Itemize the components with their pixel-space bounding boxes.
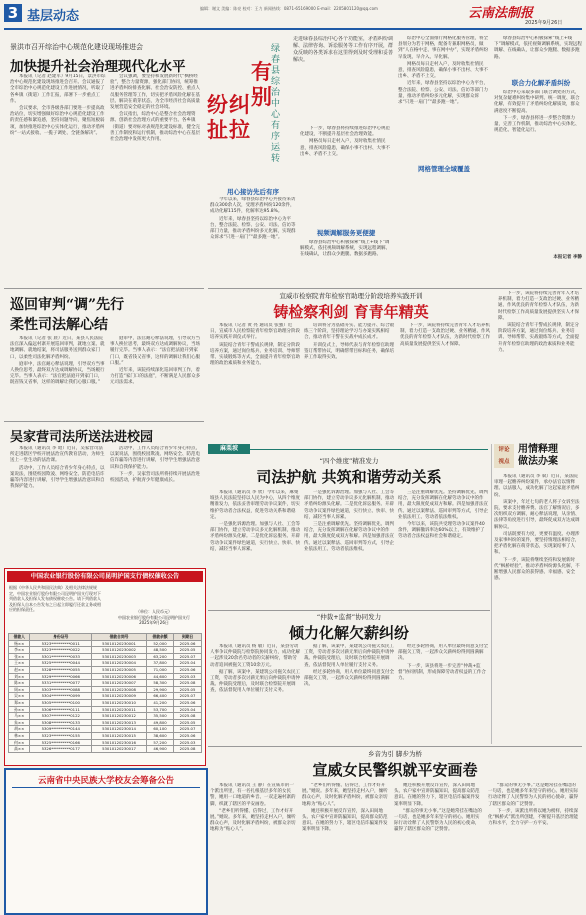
divider [4, 421, 204, 422]
table-cell: 2025.04 [174, 706, 202, 713]
table-cell: 60,100 [146, 726, 173, 733]
table-cell: 2025.07 [174, 726, 202, 733]
paragraph: 绿春县综治中心积极探索“线上+线下”调解模式，依托视频调解系统，实现远程调解、在线确认，让群众少跑腿、数据多跑路。 [494, 36, 582, 60]
feature-subhead: 网格管理全域覆盖 [418, 165, 470, 173]
table-cell: 5305**********0100 [30, 699, 92, 706]
table-row [9, 713, 202, 720]
table-cell: 58,300 [146, 680, 173, 687]
commentary-title-line: 做法办案 [518, 456, 558, 467]
table-cell: 2025.06 [174, 732, 202, 739]
table-cell: 5329**********0066 [30, 673, 92, 680]
table-cell: 胡×× [9, 726, 30, 733]
paragraph: 下一步，绿春县将进一步整合资源力量，完善工作机制，推动综治中心实体化、规范化、智能化运行。 [494, 115, 580, 134]
banner-subtitle: 绿春县综治中心有序运转 [271, 44, 281, 164]
table-cell: 5328**********0055 [30, 666, 92, 673]
table-cell: 2025.07 [174, 653, 202, 660]
article-kicker: 景洪市召开综治中心规范化建设现场推进会 [10, 43, 143, 51]
feature-column [300, 240, 392, 285]
article-body [210, 323, 300, 439]
notice-title: 中国农业银行股份有限公司昆明护国支行债权催收公告 [7, 571, 203, 582]
article-body [304, 644, 394, 742]
paragraph: 开训仪式上，导师代表与青年检察官助理签订帮带协议，明确帮带目标和任务，确保培养工作取得实效。 [304, 342, 394, 361]
table-row [9, 647, 202, 654]
table-cell: 5331**********0077 [30, 680, 92, 687]
table-cell: 53010120230011 [92, 706, 147, 713]
table-cell: 53010120230015 [92, 732, 147, 739]
feature-column [494, 90, 582, 255]
table-cell: 29,900 [146, 686, 173, 693]
table-cell: 2025.06 [174, 699, 202, 706]
article-body [210, 490, 300, 606]
table-cell: 53010120230004 [92, 660, 147, 667]
side-banner [207, 34, 291, 184]
article-jinghong [4, 34, 204, 286]
paragraph: 今年以来，该院共受理劳动争议案件40余件，调解撤诉率达60%以上，有效维护了劳动者合法权益和社会和谐稳定。 [398, 522, 485, 540]
article-body [304, 490, 394, 606]
article-title: 柔性司法解心结 [10, 317, 108, 333]
notice-intro: 根据《中华人民共和国民法典》及相关法律法规规定，中国农业银行股份有限公司昆明护国支行现对下列借款人及担保人发布债权催收公告。请下列借款人及担保人自本公告发布之日起立即履行还款义务或相应的担保责任。 [9, 585, 101, 612]
table-cell: 53010120230006 [92, 673, 147, 680]
commentary [494, 444, 582, 744]
article-wage-arrears [208, 612, 490, 744]
paragraph: “老乡们听得懂、信得过，工作才好开展。”她说。多年来，她坚持走村入户，倾听群众心声，及时化解矛盾纠纷，被群众亲切地称为“贴心人”。 [210, 808, 296, 833]
article-title: 巡回审判“调”先行 [10, 297, 125, 313]
table-cell: 5307**********0122 [30, 713, 92, 720]
table-row [9, 693, 202, 700]
table-cell: 2025.04 [174, 660, 202, 667]
paragraph: 庭审中，法官耐心释法说理，引导双方当事人换位思考，最终双方达成调解协议，当场履行完毕。当事人表示：“法官把法庭开到家门口，既省钱又省事，这样的调解让我们心服口服。” [10, 361, 105, 386]
article-kicker: 乡音为引 脚步为桥 [367, 750, 423, 758]
table-row [9, 640, 202, 647]
notice-table [8, 633, 202, 753]
paragraph: 绿春县综治中心积极探索“线上+线下”调解模式，依托视频调解系统，实现远程调解、在线确认，让群众少跑腿、数据多跑路。 [300, 240, 390, 258]
table-cell: 53010120230003 [92, 653, 147, 660]
table-cell: 53010120230002 [92, 647, 147, 654]
feature-column [300, 126, 392, 226]
article-body [302, 783, 390, 909]
paragraph: 经过多轮协商，用人单位最终同意支付全部拖欠工资，一起涉众欠薪纠纷得到圆满解决。 [398, 644, 488, 662]
table-cell: 王×× [9, 660, 30, 667]
table-cell: 孙×× [9, 706, 30, 713]
article-prosecutors [208, 291, 582, 441]
table-row [9, 739, 202, 746]
paragraph: 培训将分为基础夯实、能力提升、综合锻炼三个阶段，坚持理论学习与办案实践相结合，推动青年干警在实战中成长成才。 [304, 323, 394, 341]
table-cell: 53010120230013 [92, 719, 147, 726]
article-body [488, 783, 580, 909]
paragraph: 一是强化诉源治理。加强与人社、工会等部门协作，建立劳动争议多元化解机制，推动矛盾纠纷源头化解。二是优化诉讼服务。开辟劳动争议案件绿色通道，实行快立、快审、快结，减轻当事人诉累。 [304, 490, 394, 520]
feature-subhead: 用心接访先后有序 [227, 188, 279, 196]
table-cell: 53010120230001 [92, 640, 147, 647]
article-body [398, 490, 488, 606]
article-body [110, 336, 202, 418]
paragraph: 本报讯（记者 张 晨）近日，某县人民法院法官深入偏远村寨开展巡回审判，就地立案、就地调解、就地结案，将司法服务送到群众家门口，以柔性司法化解矛盾纠纷。 [10, 336, 105, 360]
paragraph: 据了解，该案中，某建筑公司拖欠农民工工资，劳动者多次讨薪无果后向仲裁院申请仲裁。仲裁院受理后，及时联合检察院开展调查，依法督促用人单位履行支付义务。 [304, 644, 394, 668]
article-title: 铸检察利剑 育青年精英 [273, 303, 429, 321]
article-body [400, 323, 492, 439]
paragraph: 该院结合青年干警成长规律，制定分阶段培养方案，通过岗位练兵、业务培训、导师帮带、实战锻炼等方式，全面提升青年检察官助理的政治素质和业务能力。 [498, 323, 579, 353]
feature-intro: 走进绿春县综治中心各个功能室，矛盾纠纷调解、法律咨询、诉讼服务等工作有序开展，群众反映的各类诉求在这里得到及时受理和妥善解决。 [293, 36, 393, 63]
table-cell: 41,200 [146, 699, 173, 706]
table-cell: 马×× [9, 713, 30, 720]
article-circuit-trial [4, 292, 204, 420]
table-row [9, 726, 202, 733]
article-body [10, 74, 106, 286]
page-header [0, 0, 586, 28]
table-cell: 48,500 [146, 647, 173, 654]
paragraph: 经过多轮协商，用人单位最终同意支付全部拖欠工资，一起涉众欠薪纠纷得到圆满解决。 [304, 669, 394, 688]
article-kicker: “仲裁+监督”协同发力 [316, 613, 382, 621]
table-cell: 71,000 [146, 666, 173, 673]
paragraph: 一是强化诉源治理。加强与人社、工会等部门协作，建立劳动争议多元化解机制，推动矛盾纠纷源头化解。二是优化诉讼服务。开辟劳动争议案件绿色通道，实行快立、快审、快结，减轻当事人诉累。 [210, 522, 300, 552]
table-cell: 何×× [9, 739, 30, 746]
commentary-body [494, 474, 582, 742]
table-row [9, 732, 202, 739]
table-cell: 2025.08 [174, 680, 202, 687]
table-cell: 李×× [9, 647, 30, 654]
paragraph: 下一步，吴家营司法所将持续开展法治进校园活动，护航青少年健康成长。 [110, 471, 200, 484]
table-cell: 2025.05 [174, 719, 202, 726]
notice-date: 2025年9月26日 [139, 620, 169, 625]
paragraph: 司法既要有力度，更要有温度。办理涉及家事纠纷的案件，要坚持情理法相结合，把矛盾化解在萌芽状态，实现案结事了人和。 [494, 531, 580, 556]
feature-subhead: 联合力化解矛盾纠纷 [511, 79, 571, 87]
masthead: 云南法制报 [468, 6, 534, 21]
feature-column [494, 36, 582, 76]
article-body [394, 783, 482, 909]
table-row [9, 660, 202, 667]
paragraph: 会议要求，全市各级各部门要进一步提高政治站位，切实增强做好综治中心规范化建设工作的责任感和紧迫感，坚持问题导向，聚焦短板弱项，加快推进综治中心实体化运行，推动矛盾纠纷“一站式接收、一揽子调处、全链条解决”。 [10, 106, 105, 136]
paragraph: 据了解，该案中，某建筑公司拖欠农民工工资，劳动者多次讨薪无果后向仲裁院申请仲裁。仲裁院受理后，及时联合检察院开展调查，依法督促用人单位履行支付义务。 [210, 669, 300, 694]
table-header-cell: 身份证号 [30, 634, 92, 641]
table-cell: 5323**********0022 [30, 647, 92, 654]
table-cell: 2025.05 [174, 686, 202, 693]
table-row [9, 746, 202, 753]
table-cell: 2025.08 [174, 746, 202, 753]
paragraph: 下一步，绿春县将持续推进综治中心规范化建设，不断提升基层社会治理效能。 [300, 126, 390, 138]
table-cell: 53010120230005 [92, 666, 147, 673]
paragraph: 本报讯（通讯员 杨 敏）近日，某县劳动人事争议仲裁院与检察院协同发力，成功化解一起涉及20余名劳动者的欠薪纠纷，帮助劳动者追回被拖欠工资10余万元。 [210, 644, 300, 668]
table-cell: 杨×× [9, 640, 30, 647]
paragraph: 综治中心全面推行网格化服务管理，将全县划分为若干网格，配备专兼职网格员，做到“人在格中走、事在网中办”，实现矛盾纠纷早发现、早介入、早化解。 [398, 36, 489, 60]
paragraph: 网格员每日走村入户，及时收集社情民意，排查风险隐患，确保小事不出村、大事不出乡、矛盾不上交。 [300, 139, 390, 157]
table-cell: 5301**********0033 [30, 653, 92, 660]
alumni-notice-rule [12, 787, 200, 788]
table-cell: 周×× [9, 686, 30, 693]
paragraph: “群众的事无小事。”这是她常挂在嘴边的一句话，也是她多年来坚守的初心。她用实际行动诠释了人民警察为人民的初心使命，赢得了辖区群众的广泛赞誉。 [488, 783, 578, 807]
table-header-cell: 借款合同号 [92, 634, 147, 641]
table-cell: 林×× [9, 732, 30, 739]
table-cell: 2025.06 [174, 640, 202, 647]
paragraph: 该案中，年过七旬的老人将子女诉至法院，要求支付赡养费。法官了解情况后，多次组织双方调解，耐心释法说理，从亲情、法律等角度进行引导，最终促成双方达成调解协议。 [494, 499, 580, 530]
article-body [110, 74, 202, 286]
table-cell: 2025.03 [174, 739, 202, 746]
table-cell: 2025.03 [174, 673, 202, 680]
divider [208, 746, 582, 747]
commentary-label-2: 视点 [498, 459, 510, 465]
table-cell: 吴×× [9, 693, 30, 700]
article-body [210, 783, 298, 909]
header-meta: 编辑：谢文 美编：陈亮 校对：王力 新闻热线：0871-65169000 E-mail：2205801120@qq.com [200, 6, 378, 11]
article-wujiaying [4, 424, 204, 566]
article-kicker: “四个维度”精准发力 [319, 457, 379, 465]
paragraph: 近年来，该院持续深化巡回审判工作，着力打造“家门口的法庭”，不断满足人民群众多元司法需求。 [110, 368, 201, 386]
paragraph: 该院结合青年干警成长规律，制定分阶段培养方案，通过岗位练兵、业务培训、导师帮带、实战锻炼等方式，全面提升青年检察官助理的政治素质和业务能力。 [210, 342, 300, 367]
commentary-label [494, 444, 514, 468]
table-cell: 张×× [9, 653, 30, 660]
divider [4, 288, 204, 289]
paragraph: 下一步，该派出所将以她为榜样，持续深化“枫桥式”派出所创建，不断提升基层治理能力和水平，全力守护一方平安。 [488, 808, 579, 827]
notice-signer: 中国农业银行股份有限公司昆明护国支行 [118, 614, 190, 620]
commentary-label-1: 评论 [498, 447, 510, 453]
column-rule [491, 444, 492, 744]
table-cell: 2025.08 [174, 713, 202, 720]
table-cell: 63,200 [146, 653, 173, 660]
paragraph: 本报讯（通讯员 李 欣）今年以来，麻栗坡县人民法院坚持以人民为中心，从四个维度精准发力，依法妥善审理劳动争议案件，切实维护劳动者合法权益，促进劳动关系和谐稳定。 [210, 490, 300, 520]
article-body [498, 291, 582, 439]
article-title: 宣威女民警织就平安画卷 [312, 761, 478, 779]
section-title: 基层动态 [27, 9, 80, 24]
table-cell: 53010120230007 [92, 680, 147, 687]
table-row [9, 666, 202, 673]
table-cell: 53010120230009 [92, 693, 147, 700]
table-cell: 赵×× [9, 666, 30, 673]
paragraph: 本报讯（通讯员 王 静）在宣威市的一个派出所里，有一名扎根基层多年的女民警，她用一口地道的乡音、一双走遍村寨的脚，织就了辖区的平安画卷。 [210, 783, 296, 807]
commentary-title-line: 用情释理 [518, 444, 558, 455]
article-title: 倾力化解欠薪纠纷 [288, 624, 409, 642]
table-cell: 5304**********0099 [30, 693, 92, 700]
banner-word: 有别 [251, 59, 272, 109]
table-header-cell: 到期日 [174, 634, 202, 641]
table-cell: 35,500 [146, 713, 173, 720]
paragraph: 三是注重调解优先。坚持调解优先、调判结合，充分发挥调解在化解劳动争议中的作用，最大限度促成双方和解。四是加强普法宣传。通过以案释法、巡回审判等方式，引导企业依法用工、劳动者依法维权。 [398, 490, 488, 520]
table-cell: 5306**********0111 [30, 706, 92, 713]
divider [208, 288, 582, 289]
table-cell: 陈×× [9, 680, 30, 687]
article-body [110, 446, 202, 564]
paragraph: 近年来，绿春县坚持以综治中心为平台，整合法院、检察、公安、司法、信访等部门力量，推动矛盾纠纷多元化解，实现群众诉求“只进一扇门”“最多跑一地”。 [398, 81, 488, 106]
paragraph: 近年来，绿春县坚持以综治中心为平台，整合法院、检察、公安、司法、信访等部门力量，推动矛盾纠纷多元化解，实现群众诉求“只进一扇门”“最多跑一地”。 [210, 216, 296, 241]
paragraph: 下一步，该院将持续完善青年人才培养机制，着力打造一支政治过硬、业务精通、作风优良的青年检察人才队伍，为新时代检察工作高质量发展提供坚实人才保障。 [400, 323, 490, 347]
table-cell: 刘×× [9, 673, 30, 680]
banner-word: 纷扯 [207, 92, 228, 142]
table-cell: 53010120230014 [92, 726, 147, 733]
article-body [398, 644, 488, 742]
article-body [210, 644, 300, 742]
paragraph: 她还积极开展反诈宣传，深入田间地头、农户家中宣讲防骗知识，提高群众防范意识。在她的努力下，辖区电信诈骗案件发案率明显下降。 [394, 783, 480, 807]
table-cell: 5309**********0144 [30, 726, 92, 733]
paragraph: 下一步，该院将持续完善青年人才培养机制，着力打造一支政治过硬、业务精通、作风优良的青年检察人才队伍，为新时代检察工作高质量发展提供坚实人才保障。 [498, 291, 579, 321]
table-cell: 53010120230017 [92, 746, 147, 753]
section-flag-rule [250, 449, 488, 450]
table-cell: 5325**********0044 [30, 660, 92, 667]
article-body [10, 336, 106, 418]
feature-column [398, 36, 490, 260]
table-cell: 57,200 [146, 739, 173, 746]
table-cell: 53010120230012 [92, 713, 147, 720]
alumni-notice [4, 768, 208, 915]
table-cell: 44,600 [146, 673, 173, 680]
article-labor [208, 456, 490, 608]
paragraph: 下一步，该院将继续坚持和发展新时代“枫桥经验”，推动矛盾纠纷源头化解，不断增强人民群众的获得感、幸福感、安全感。 [494, 557, 580, 582]
notice-table-wrap [8, 633, 202, 753]
article-title: 吴家营司法所送法进校园 [10, 430, 154, 445]
paragraph: 本报讯（通讯员 李 斌）近日，某法院审理一起赡养纠纷案件，承办法官以情释理、以法服人，成功化解了这起家庭矛盾纠纷。 [494, 474, 580, 498]
table-cell: 53010120230008 [92, 686, 147, 693]
paragraph: 今年以来，绿春县综治中心共接待来访群众300余人次，受理矛盾纠纷120余件，成功化解115件，化解率达95.8%。 [210, 197, 296, 215]
paragraph: “群众的事无小事。”这是她常挂在嘴边的一句话，也是她多年来坚守的初心。她用实际行动诠释了人民警察为人民的初心使命，赢得了辖区群众的广泛赞誉。 [394, 808, 482, 833]
notice-unit: （单位：人民币元） [136, 609, 172, 614]
table-cell: 53,700 [146, 706, 173, 713]
table-cell: 53010120230010 [92, 699, 147, 706]
table-cell: 5326**********0177 [30, 746, 92, 753]
paragraph: 活动中，工作人员结合青少年身心特点，以案说法，围绕校园欺凌、网络安全、防范电信诈骗等内容进行讲解，引导学生增强法治意识和自我保护能力。 [10, 465, 105, 490]
feature-subhead: 视频调解服务更便捷 [316, 229, 376, 237]
table-cell: 37,800 [146, 660, 173, 667]
article-body [304, 323, 396, 439]
table-cell: 2025.07 [174, 693, 202, 700]
table-cell: 2025.05 [174, 647, 202, 654]
paragraph: 会议指出，综治中心是整合社会治理资源、创新社会治理方式的重要平台。各乡镇（街道）要对标对表规范化建设标准，健全完善工作制度和运行机制，推动综治中心在基层社会治理中发挥更大作用。 [110, 112, 200, 143]
paragraph: 下一步，该县将进一步完善“仲裁+监督”协同机制，形成保障劳动者权益的工作合力。 [398, 663, 486, 682]
paragraph: 网格员每日走村入户，及时收集社情民意，排查风险隐患，确保小事不出村、大事不出乡、矛盾不上交。 [398, 61, 488, 80]
commentary-title [518, 444, 558, 468]
table-row [9, 653, 202, 660]
table-cell: 高×× [9, 746, 30, 753]
page-number: 3 [7, 4, 19, 22]
paragraph: 活动中，工作人员结合青少年身心特点，以案说法，围绕校园欺凌、网络安全、防范电信诈骗等内容进行讲解，引导学生增强法治意识和自我保护能力。 [110, 446, 200, 470]
paragraph: “老乡们听得懂、信得过，工作才好开展。”她说。多年来，她坚持走村入户，倾听群众心声，及时化解矛盾纠纷，被群众亲切地称为“贴心人”。 [302, 783, 388, 807]
table-cell: 2025.06 [174, 666, 202, 673]
table-cell: 5323**********0011 [30, 640, 92, 647]
article-policewoman [208, 749, 582, 911]
paragraph: 会议强调，要坚持和发展新时代“枫桥经验”，整合力量资源，强化部门协同，统筹推进矛盾纠纷排查化解、社会治安防控、重点人员服务管理等工作，切实把矛盾风险化解在基层、解决在萌芽状态，为全市经济社会高质量发展营造安全稳定的社会环境。 [110, 74, 200, 111]
issue-date: 2025年9月26日 [525, 20, 563, 26]
table-cell: 49,800 [146, 719, 173, 726]
paragraph: 她还积极开展反诈宣传，深入田间地头、农户家中宣讲防骗知识，提高群众防范意识。在她的努力下，辖区电信诈骗案件发案率明显下降。 [302, 808, 388, 833]
paragraph: 本报讯（记者 赵建军）9月15日，景洪市综治中心规范化建设现场推进会召开。会议通报了全市综治中心规范化建设工作进展情况，听取了各乡镇（街道）工作汇报，部署下一步重点工作。 [10, 74, 106, 104]
table-header-cell: 借款人 [9, 634, 30, 641]
table-cell: 5308**********0133 [30, 719, 92, 726]
table-cell: 66,400 [146, 693, 173, 700]
section-flag-label: 麻栗坡 [219, 445, 238, 452]
table-row [9, 686, 202, 693]
banner-word: 纠拉 [229, 92, 250, 142]
table-cell: 52,000 [146, 640, 173, 647]
header-rule [4, 28, 582, 30]
divider [208, 610, 490, 611]
table-cell: 38,600 [146, 732, 173, 739]
table-cell: 5303**********0088 [30, 686, 92, 693]
table-row [9, 719, 202, 726]
table-row [9, 680, 202, 687]
article-title: 加快提升社会治理现代化水平 [10, 59, 186, 75]
table-cell: 5323**********0155 [30, 732, 92, 739]
alumni-notice-title: 云南省中央民族大学校友会筹备公告 [37, 776, 174, 786]
article-title: 司法护航 共筑和谐劳动关系 [256, 468, 442, 486]
table-header-cell: 借款余额 [146, 634, 173, 641]
table-cell: 朱×× [9, 719, 30, 726]
table-cell: 郑×× [9, 699, 30, 706]
table-row [9, 673, 202, 680]
paragraph: 综治中心采取多部门联合调处的方式，对复杂疑难纠纷集中研判、统一调度、联合化解，有效提升了矛盾纠纷化解质效，群众满意度不断提高。 [494, 90, 580, 114]
paragraph: 庭审中，法官耐心释法说理，引导双方当事人换位思考，最终双方达成调解协议，当场履行完毕。当事人表示：“法官把法庭开到家门口，既省钱又省事，这样的调解让我们心服口服。” [110, 336, 200, 366]
table-row [9, 699, 202, 706]
feature-column [210, 197, 296, 285]
table-row [9, 706, 202, 713]
article-body [10, 446, 106, 564]
paragraph: 本报讯（记者 黄 亮 通讯员 张强）近日，宣威市人民检察院青年检察官助理分阶段培养实践开训仪式举行。 [210, 323, 300, 341]
paragraph: 三是注重调解优先。坚持调解优先、调判结合，充分发挥调解在化解劳动争议中的作用，最大限度促成双方和解。四是加强普法宣传。通过以案释法、巡回审判等方式，引导企业依法用工、劳动者依法维权。 [304, 522, 394, 552]
table-cell: 46,900 [146, 746, 173, 753]
paragraph: 本报讯（通讯员 李 昭）近日，吴家营司法所走进辖区学校开展法治宣传教育活动，为师生送上一堂生动的法治课。 [10, 446, 105, 464]
notice-signature [107, 609, 201, 626]
table-cell: 5325**********0166 [30, 739, 92, 746]
table-cell: 53010120230016 [92, 739, 147, 746]
article-kicker: 宣威市检察院青年检察官助理分阶段培养实践开训 [279, 292, 423, 300]
feature-byline: 本报记者 李静 [553, 255, 582, 260]
bank-notice [4, 568, 206, 766]
